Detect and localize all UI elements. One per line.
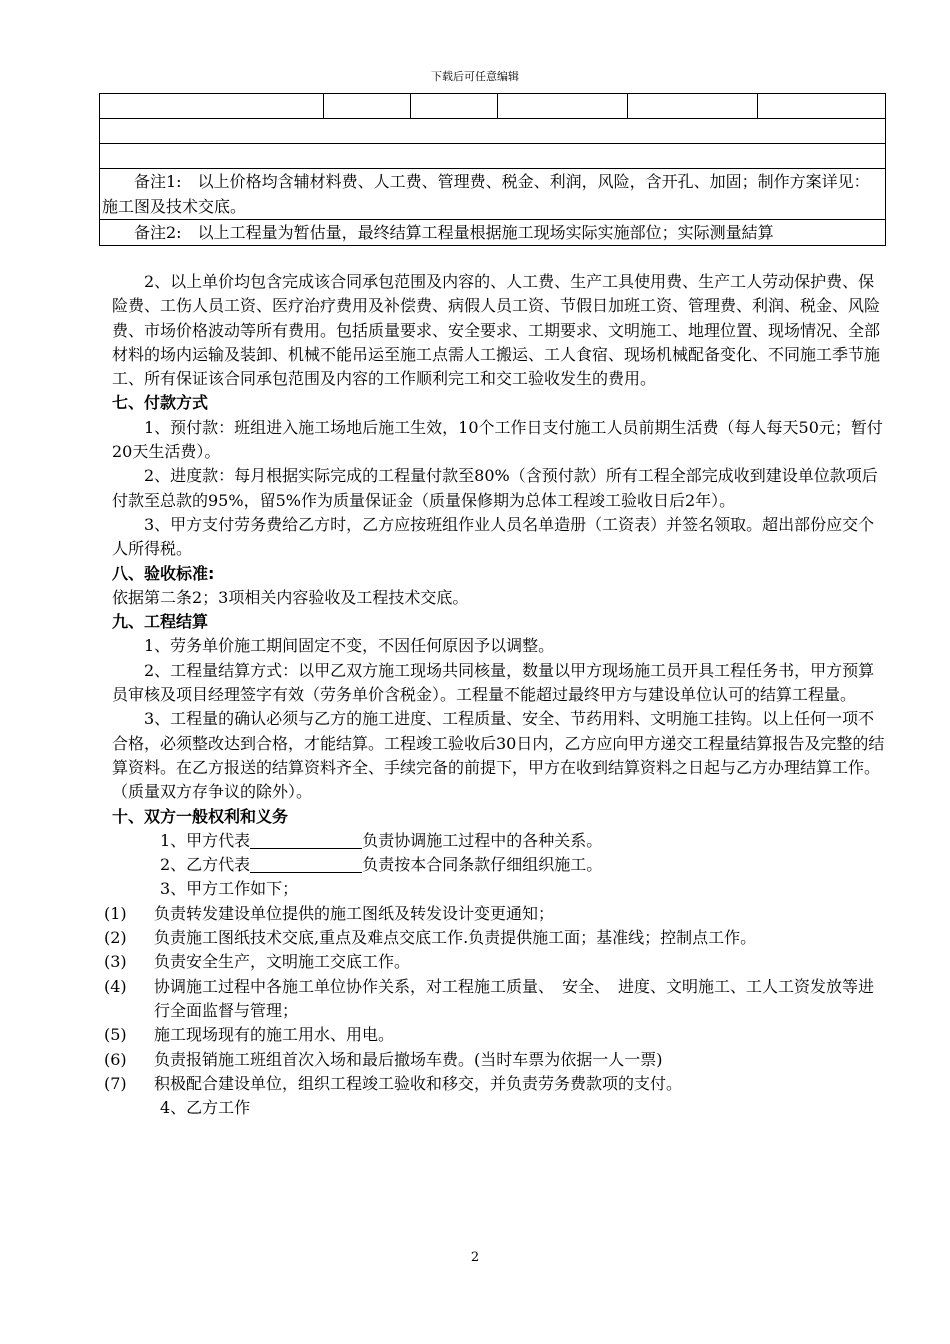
list-item [104, 1048, 888, 1072]
label: 负责按本合同条款仔细组织施工。 [362, 855, 603, 875]
table-cell [628, 94, 758, 119]
table-cell [100, 94, 324, 119]
table-row [100, 169, 886, 220]
label: 2、乙方代表 [160, 855, 251, 875]
section-heading-payment: 七、付款方式 [112, 393, 209, 413]
list-text: 负责施工图纸技术交底,重点及难点交底工作.负责提供施工面；基准线；控制点工作。 [154, 928, 757, 948]
list-number: (4) [104, 976, 127, 996]
list-item [104, 1023, 888, 1047]
section-heading-rights: 十、双方一般权利和义务 [112, 806, 289, 826]
label: 负责协调施工过程中的各种关系。 [362, 830, 603, 850]
duty-list [104, 902, 888, 1096]
list-text: 负责报销施工班组首次入场和最后撤场车费。(当时车票为依据一人一票) [154, 1049, 663, 1069]
party-a-representative [112, 829, 888, 853]
table-cell [758, 94, 886, 119]
table-row [100, 144, 886, 169]
list-item [104, 975, 888, 1024]
note-1: 备注1: 以上价格均含辅材料费、人工费、管理费、税金、利润，风险，含开孔、加固；制作方案详见：施工图及技术交底。 [100, 169, 886, 220]
list-number: (7) [104, 1073, 127, 1093]
paragraph: 4、乙方工作 [160, 1098, 251, 1118]
list-text: 负责转发建设单位提供的施工图纸及转发设计变更通知； [154, 903, 555, 923]
price-table [99, 93, 886, 246]
blank-field [250, 855, 362, 873]
paragraph: 3、甲方支付劳务费给乙方时，乙方应按班组作业人员名单造册（工资表）并签名领取。超出部份应交个人所得税。 [112, 514, 875, 559]
list-number: (5) [104, 1025, 127, 1045]
contract-body [104, 270, 888, 1120]
table-cell [324, 94, 411, 119]
header-note: 下载后可任意编辑 [431, 70, 519, 83]
section-heading-acceptance: 八、验收标准: [112, 563, 215, 583]
blank-field [250, 831, 362, 849]
paragraph: 3、工程量的确认必须与乙方的施工进度、工程质量、安全、节药用料、文明施工挂钩。以上任何一项不合格，必须整改达到合格，才能结算。工程竣工验收后30日内，乙方应向甲方递交工程量结算报告及完整的结算资料。在乙方报送的结算资料齐全、手续完备的前提下，甲方在收到结算资料之日起与乙方办理结算工作。（质量双方存争议的除外）。 [112, 709, 885, 802]
list-number: (6) [104, 1049, 127, 1069]
paragraph: 1、预付款：班组进入施工场地后施工生效，10个工作日支付施工人员前期生活费（每人每天50元；暂付20天生活费）。 [112, 417, 883, 462]
list-text: 施工现场现有的施工用水、用电。 [154, 1025, 395, 1045]
list-number: (3) [104, 952, 127, 972]
list-text: 协调施工过程中各施工单位协作关系，对工程施工质量、 安全、 进度、文明施工、工人工资发放等进行全面监督与管理； [154, 976, 875, 1020]
list-item [104, 950, 888, 974]
paragraph: 1、劳务单价施工期间固定不变，不因任何原因予以调整。 [144, 636, 555, 656]
party-b-representative [112, 853, 888, 877]
section-heading-settlement: 九、工程结算 [112, 612, 209, 632]
table-cell [411, 94, 498, 119]
table-cell [100, 119, 886, 144]
paragraph: 2、工程量结算方式：以甲乙双方施工现场共同核量，数量以甲方现场施工员开具工程任务书，甲方预算员审核及项目经理签字有效（劳务单价含税金）。工程量不能超过最终甲方与建设单位认可的结算工程量。 [112, 660, 875, 705]
paragraph: 依据第二条2；3项相关内容验收及工程技术交底。 [112, 587, 469, 607]
table-cell [498, 94, 628, 119]
paragraph-price: 2、以上单价均包含完成该合同承包范围及内容的、人工费、生产工具使用费、生产工人劳动保护费、保险费、工伤人员工资、医疗治疗费用及补偿费、病假人员工资、节假日加班工资、管理费、利润、税金、风险费、市场价格波动等所有费用。包括质量要求、安全要求、工期要求、文明施工、地理位置、现场情况、全部材料的场内运输及装卸、机械不能吊运至施工点需人工搬运、工人食宿、现场机械配备变化、不同施工季节施工、所有保证该合同承包范围及内容的工作顺利完工和交工验收发生的费用。 [112, 272, 881, 389]
table-row [100, 119, 886, 144]
list-number: (2) [104, 928, 127, 948]
label: 1、甲方代表 [160, 830, 251, 850]
list-text: 负责安全生产，文明施工交底工作。 [154, 952, 411, 972]
paragraph: 2、进度款：每月根据实际完成的工程量付款至80%（含预付款）所有工程全部完成收到建设单位款项后付款至总款的95%，留5%作为质量保证金（质量保修期为总体工程竣工验收日后2年）。 [112, 466, 878, 510]
list-item [104, 902, 888, 926]
table-cell [100, 144, 886, 169]
table-row [100, 94, 886, 119]
list-text: 积极配合建设单位，组织工程竣工验收和移交，并负责劳务费款项的支付。 [154, 1073, 683, 1093]
paragraph: 3、甲方工作如下； [160, 879, 299, 899]
list-item [104, 1072, 888, 1096]
page-number: 2 [470, 1250, 480, 1265]
note-2: 备注2: 以上工程量为暂估量，最终结算工程量根据施工现场实际实施部位；实际测量結算 [100, 220, 886, 246]
list-number: (1) [104, 903, 127, 923]
list-item [104, 926, 888, 950]
table-row [100, 220, 886, 246]
